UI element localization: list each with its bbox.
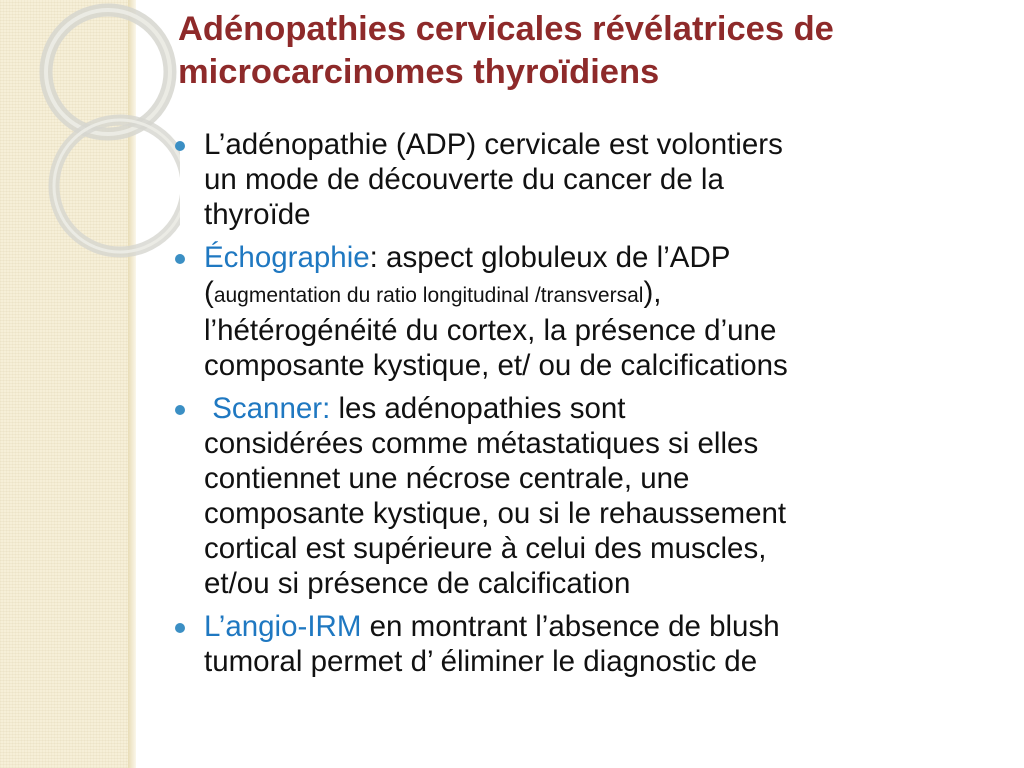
bullet-list (172, 127, 992, 679)
bullet-text-line: L’adénopathie (ADP) cervicale est volontiers (204, 128, 783, 161)
bullet-text-line: tumoral permet d’ éliminer le diagnostic de (204, 645, 758, 678)
term-scanner: Scanner: (212, 392, 331, 425)
bullet-item-adp (172, 127, 992, 232)
bullet-item-angio-irm (172, 609, 992, 679)
bullet-text-line: contiennet une nécrose centrale, une (204, 462, 690, 495)
bullet-first-line (204, 240, 992, 275)
bullet-first-line (204, 609, 992, 644)
slide-title (178, 8, 1008, 94)
bullet-text-line: considérées comme métastatiques si elles (204, 427, 759, 460)
term-angio-irm: L’angio-IRM (204, 610, 362, 643)
bullet-dot-icon (175, 254, 185, 264)
paren-close: ), (643, 276, 662, 309)
bullet-text-line: composante kystique, et/ ou de calcifications (204, 349, 788, 382)
bullet-dot-icon (175, 623, 185, 633)
term-echographie: Échographie (204, 241, 370, 274)
bullet-text: en montrant l’absence de blush (361, 610, 780, 643)
bullet-text: : aspect globuleux de l’ADP (369, 241, 731, 274)
bullet-dot-icon (175, 405, 185, 415)
bullet-text-line: un mode de découverte du cancer de la (204, 163, 724, 196)
bullet-text-line: cortical est supérieure à celui des muscles, (204, 532, 767, 565)
paren-open: ( (204, 276, 214, 309)
bullet-dot-icon (175, 141, 185, 151)
decorative-rings (0, 0, 180, 300)
slide-title-line-1: Adénopathies cervicales révélatrices de (178, 10, 834, 48)
bullet-item-scanner (172, 391, 992, 601)
bullet-text-line: composante kystique, ou si le rehaussement (204, 497, 787, 530)
bullet-note-line (204, 275, 992, 313)
ratio-note: augmentation du ratio longitudinal /transversal (213, 284, 644, 307)
bullet-text-line: et/ou si présence de calcification (204, 567, 631, 600)
bullet-text-line: thyroïde (204, 198, 311, 231)
bullet-item-echographie (172, 240, 992, 383)
slide-title-line-2: microcarcinomes thyroïdiens (178, 53, 660, 91)
bullet-text: les adénopathies sont (330, 392, 626, 425)
bullet-text-line: l’hétérogénéité du cortex, la présence d’une (204, 314, 777, 347)
slide-body (172, 127, 992, 687)
bullet-first-line (204, 391, 992, 426)
